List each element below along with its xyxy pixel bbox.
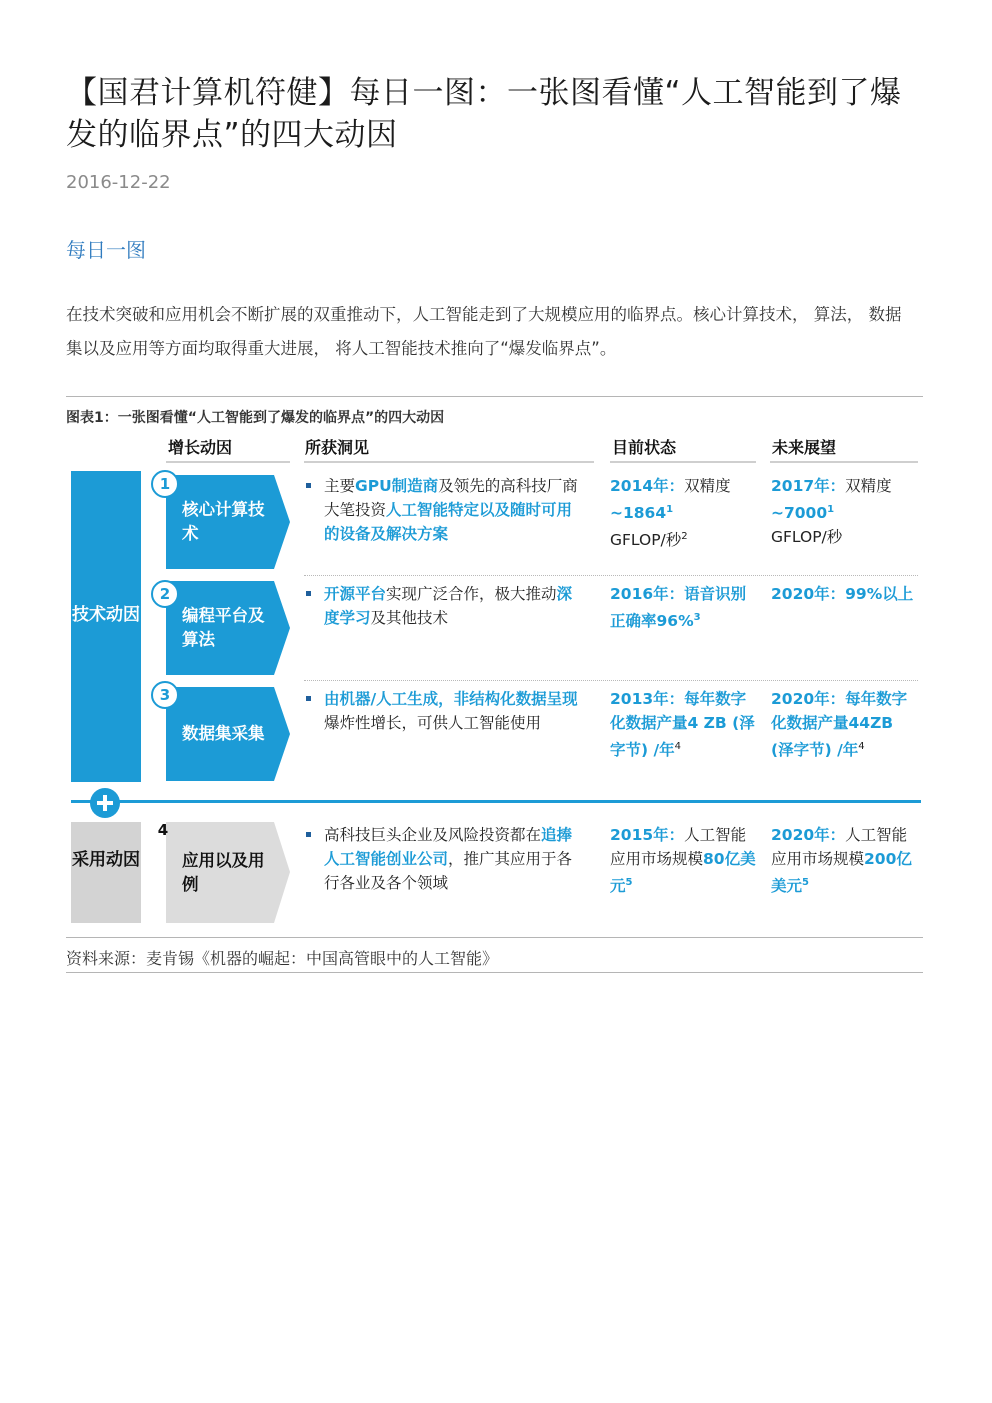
highlight-text: 3	[693, 612, 701, 623]
driver-label: 数据集采集	[182, 724, 265, 743]
highlight-text: 追捧人工智能创业公司	[324, 826, 573, 868]
header-current: 目前状态	[612, 438, 677, 457]
cell-text: 实现广泛合作，极大推动	[386, 585, 557, 603]
future-cell	[771, 582, 917, 606]
highlight-text: 1	[827, 504, 835, 515]
highlight-text: 2017年：	[771, 477, 846, 495]
driver-label: 核心计算技术	[182, 500, 265, 543]
article-title: 【国君计算机符健】每日一图：一张图看懂“人工智能到了爆发的临界点”的四大动因	[66, 75, 902, 153]
current-cell	[610, 474, 756, 552]
cell-text: GFLOP/秒	[610, 531, 682, 550]
highlight-text: 80亿美元	[610, 850, 756, 896]
figure-top-rule	[66, 396, 923, 397]
publish-date: 2016-12-22	[66, 172, 171, 193]
highlight-text: GPU制造商	[355, 477, 439, 495]
highlight-text: 5	[802, 877, 809, 888]
highlight-text: 1	[666, 504, 674, 515]
highlight-text: 2020年：	[771, 826, 846, 844]
driver-chevron-4	[166, 822, 290, 923]
highlight-text: ~7000	[771, 504, 828, 523]
intro-paragraph: 在技术突破和应用机会不断扩展的双重推动下，人工智能走到了大规模应用的临界点。核心计算技术， 算法， 数据集以及应用等方面均取得重大进展， 将人工智能技术推向了“爆发临界点”。	[66, 305, 902, 358]
header-rule	[770, 461, 918, 463]
future-cell	[771, 823, 917, 898]
cell-text: 人工智能应用市场规模	[771, 826, 908, 868]
highlight-text: 2013年：每年数字化数据产量4 ZB (泽字节) /年	[610, 690, 755, 760]
cell-text: 及其他技术	[370, 609, 449, 627]
highlight-text: 人工智能特定以及随时可用的设备及解决方案	[324, 501, 573, 543]
current-cell	[610, 687, 756, 762]
row-number-badge: 4	[157, 821, 169, 839]
figure-caption: 图表1：一张图看懂“人工智能到了爆发的临界点”的四大动因	[66, 410, 445, 426]
future-cell	[771, 687, 917, 762]
header-driver: 增长动因	[168, 438, 233, 457]
future-cell	[771, 474, 917, 549]
driver-chevron-3	[166, 687, 290, 781]
header-insight: 所获洞见	[305, 438, 370, 457]
header-rule	[610, 461, 756, 463]
highlight-text: 2020年：99%以上	[771, 585, 914, 603]
cell-text: 双精度	[684, 477, 731, 495]
highlight-text: 2015年：	[610, 826, 685, 844]
source-rule	[66, 972, 923, 973]
highlight-text: 由机器/人工生成，非结构化数据呈现	[324, 690, 578, 708]
header-rule	[166, 461, 290, 463]
driver-chevron-2	[166, 581, 290, 675]
section-heading: 每日一图	[66, 238, 146, 262]
current-cell	[610, 582, 756, 633]
insight-cell	[304, 474, 584, 546]
figure-source: 资料来源：麦肯锡《机器的崛起：中国高管眼中的人工智能》	[66, 949, 499, 968]
highlight-text: 200亿美元	[771, 850, 912, 896]
current-cell	[610, 823, 756, 898]
group-label-tech: 技术动因	[72, 605, 140, 625]
driver-label: 应用以及用例	[182, 850, 265, 894]
cell-text: 及领先的高科技厂商大笔投资	[324, 477, 578, 519]
cell-text: 人工智能应用市场规模	[610, 826, 747, 868]
row-separator	[304, 680, 918, 681]
cell-text: GFLOP/秒	[771, 528, 843, 547]
row-number-badge: 1	[151, 470, 179, 498]
group-bar-adoption	[71, 822, 141, 923]
plus-icon	[90, 788, 120, 818]
header-future: 未来展望	[772, 438, 837, 457]
driver-chevron-1	[166, 475, 290, 569]
highlight-text: 2016年：语音识别正确率96%	[610, 585, 747, 631]
insight-cell	[304, 687, 584, 735]
driver-label: 编程平台及算法	[182, 606, 265, 649]
figure-bottom-rule	[66, 937, 923, 938]
cell-text: 高科技巨头企业及风险投资都在	[324, 826, 542, 844]
row-separator	[304, 575, 918, 576]
cell-text: ，推广其应用于各行各业及各个领域	[324, 850, 573, 892]
header-rule	[304, 461, 594, 463]
row-number-badge: 2	[151, 580, 179, 608]
highlight-text: 5	[625, 877, 633, 888]
row-number-badge: 3	[151, 681, 179, 709]
insight-cell	[304, 823, 584, 895]
cell-text: 爆炸性增长，可供人工智能使用	[324, 714, 542, 732]
highlight-text: 深度学习	[324, 585, 573, 627]
cell-text: 4	[858, 741, 865, 752]
highlight-text: 开源平台	[324, 585, 387, 603]
cell-text: 主要	[324, 477, 356, 495]
highlight-text: 2014年：	[610, 477, 685, 495]
group-divider	[71, 800, 921, 803]
cell-text: 双精度	[845, 477, 892, 495]
highlight-text: ~1864	[610, 504, 667, 523]
insight-cell	[304, 582, 584, 630]
highlight-text: 2020年：每年数字化数据产量44ZB (泽字节) /年	[771, 690, 908, 760]
group-bar-tech	[71, 471, 141, 782]
cell-text: 2	[681, 531, 688, 543]
cell-text: 4	[674, 741, 682, 752]
group-label-adoption: 采用动因	[72, 850, 140, 870]
